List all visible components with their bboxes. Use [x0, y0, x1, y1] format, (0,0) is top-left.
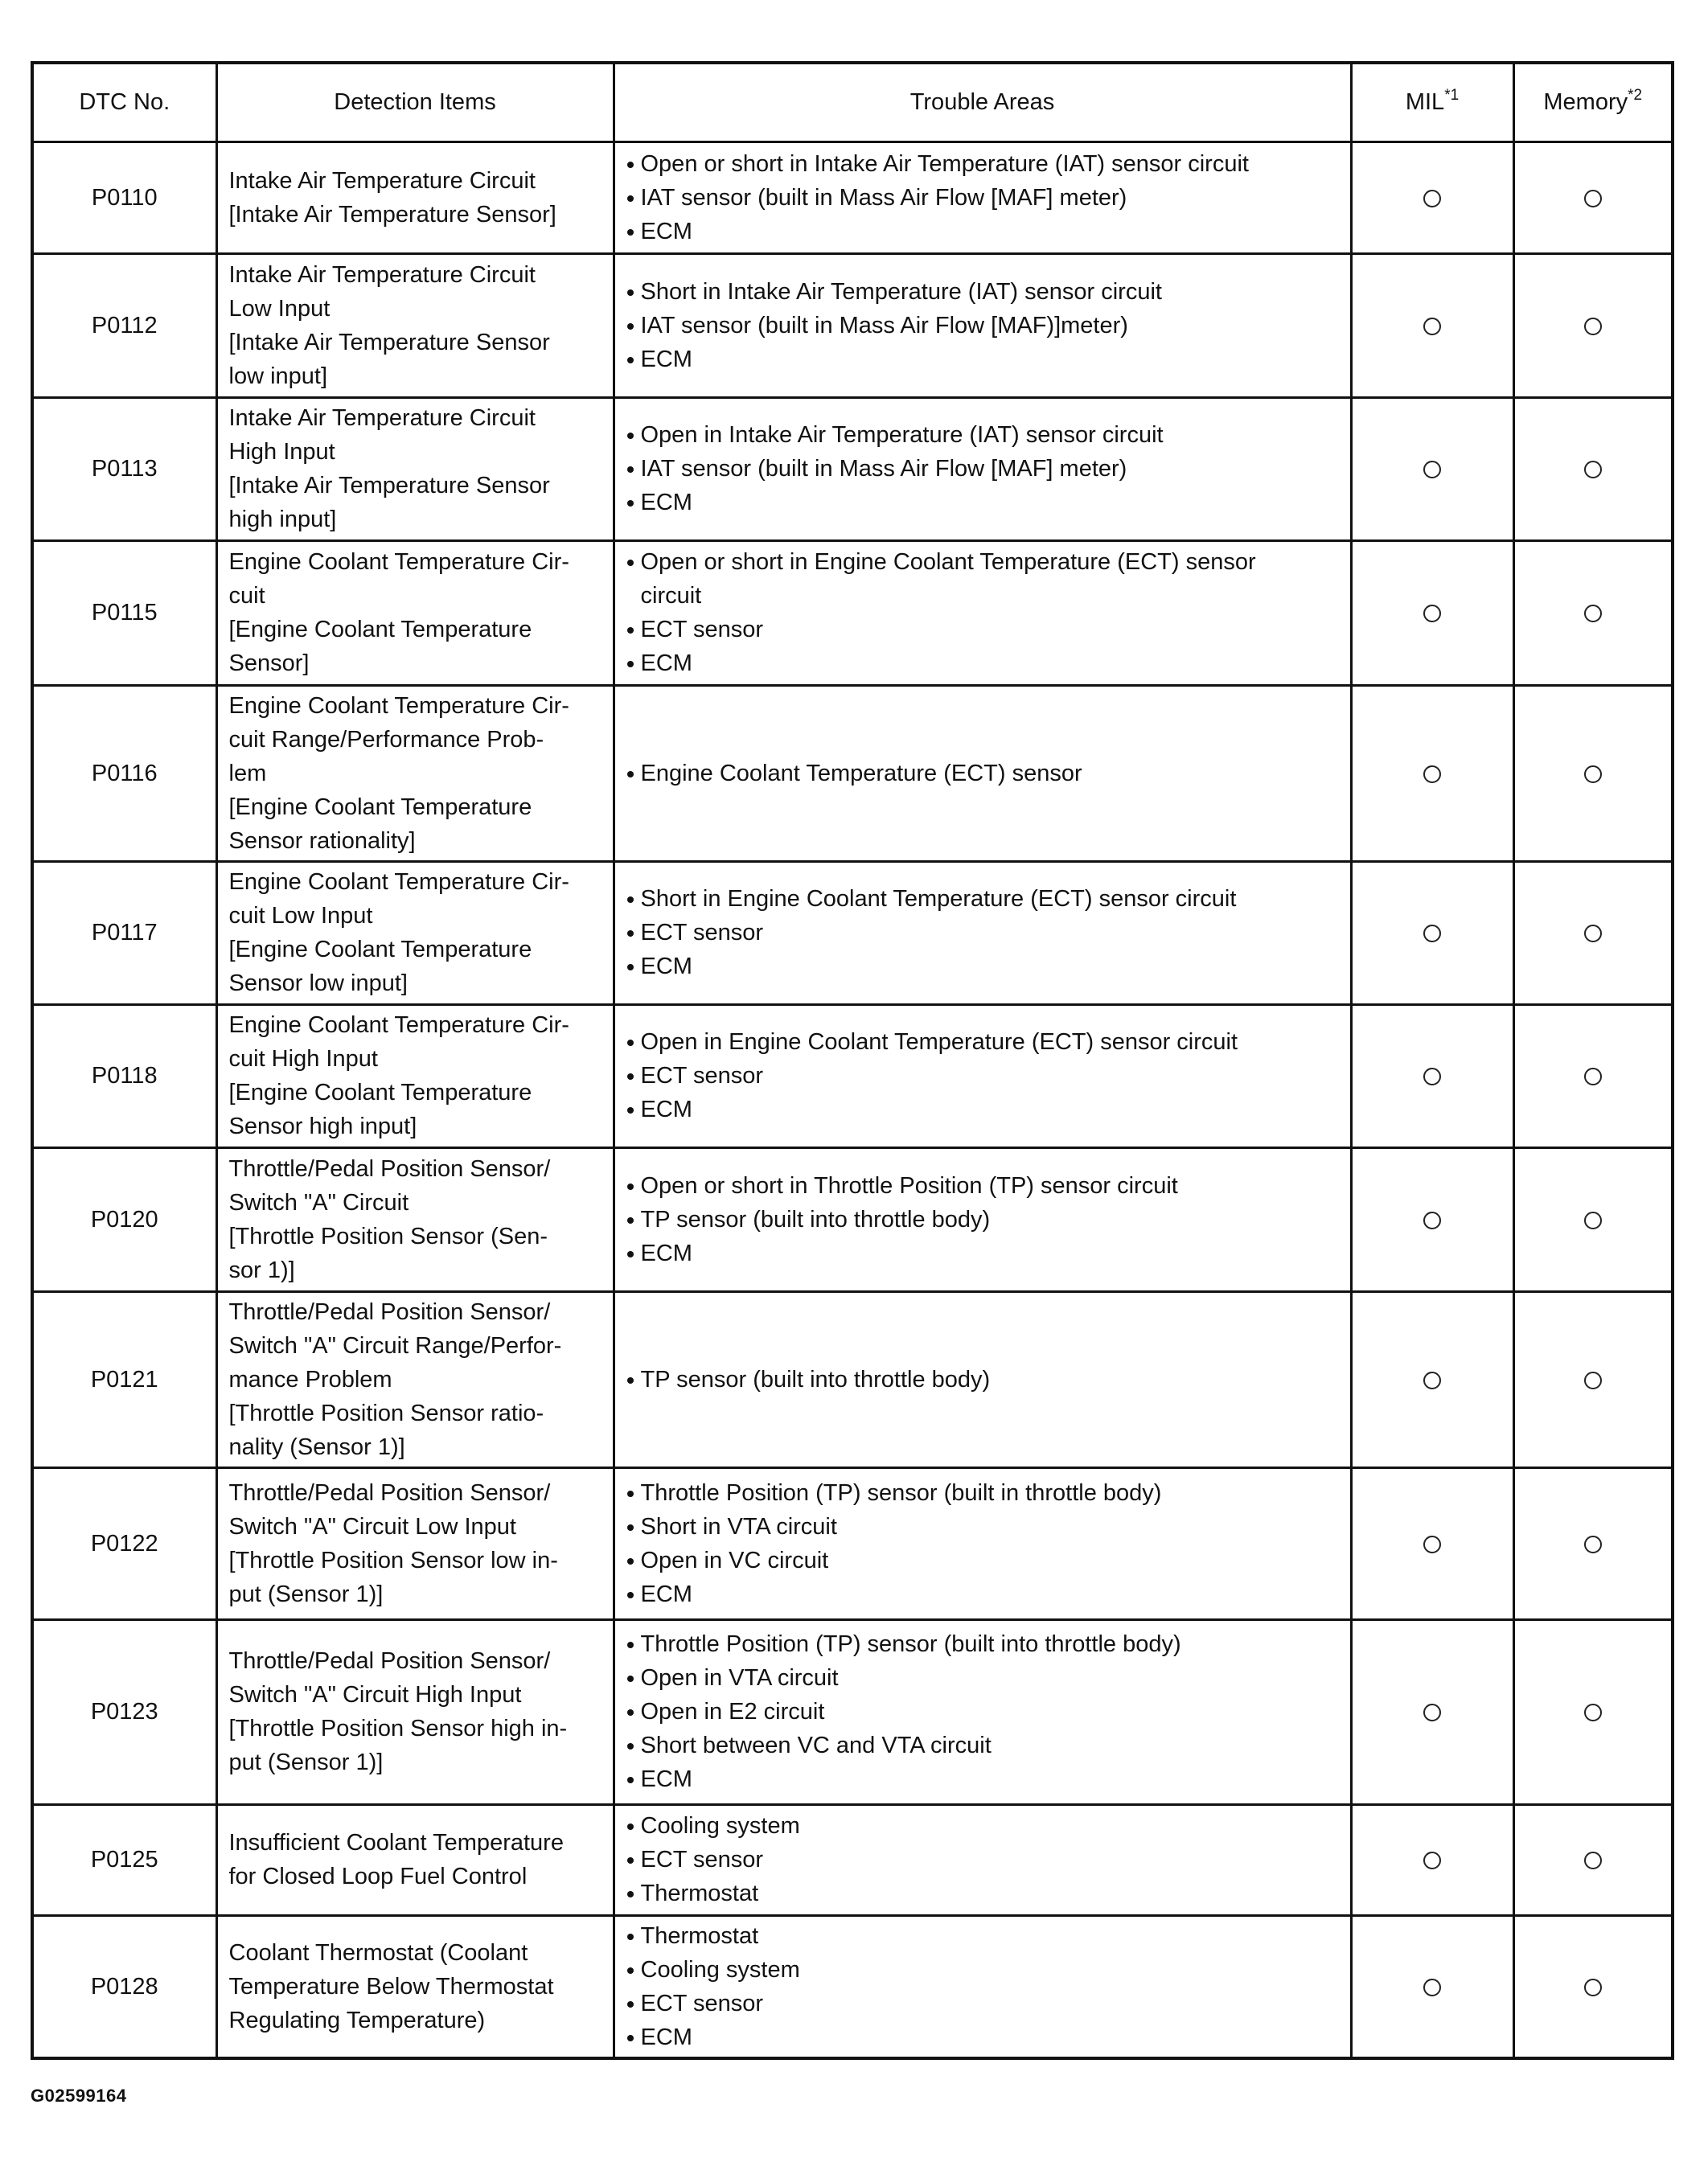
table-row: [32, 1004, 1673, 1147]
detection-line: [Intake Air Temperature Sensor: [228, 473, 550, 498]
circle-icon: [1423, 1068, 1441, 1085]
detection-line: Switch "A" Circuit Range/Perfor-: [228, 1332, 562, 1359]
table-row: [32, 1147, 1673, 1291]
circle-icon: [1584, 1852, 1602, 1869]
table-row: [32, 1467, 1673, 1619]
trouble-area-list: [625, 1627, 1342, 1796]
trouble-area-line: IAT sensor (built in Mass Air Flow [MAF)]meter): [640, 312, 1128, 338]
trouble-area-item: [625, 343, 1342, 376]
table-row: [32, 253, 1673, 397]
trouble-area-item: [625, 452, 1342, 486]
detection-line: [Throttle Position Sensor low in-: [228, 1547, 558, 1573]
circle-icon: [1584, 1536, 1602, 1553]
trouble-area-item: [625, 147, 1342, 181]
trouble-area-item: [625, 1729, 1342, 1762]
circle-icon: [1584, 190, 1602, 207]
trouble-area-list: [625, 1025, 1342, 1126]
detection-item: [216, 1467, 614, 1619]
figure-code: G02599164: [31, 2086, 127, 2106]
detection-line: [Engine Coolant Temperature: [228, 794, 532, 820]
trouble-area-line: Thermostat: [640, 1881, 759, 1906]
circle-icon: [1423, 925, 1441, 942]
detection-line: low input]: [228, 363, 328, 389]
trouble-area-line: ECT sensor: [640, 1847, 764, 1873]
mil-cell: [1351, 1804, 1513, 1915]
table-row: [32, 861, 1673, 1004]
mil-cell: [1351, 397, 1513, 540]
trouble-area-line: ECM: [640, 2024, 692, 2050]
trouble-area-line: ECT sensor: [640, 617, 764, 642]
circle-icon: [1584, 765, 1602, 783]
trouble-areas: [614, 1915, 1351, 2058]
dtc-code: P0125: [32, 1804, 216, 1915]
detection-item: [216, 1291, 614, 1467]
detection-line: nality (Sensor 1)]: [228, 1434, 405, 1460]
trouble-area-line: TP sensor (built into throttle body): [640, 1206, 991, 1233]
detection-line: Regulating Temperature): [228, 2007, 486, 2033]
trouble-area-line: ECM: [640, 218, 692, 244]
trouble-area-item: [625, 916, 1342, 950]
memory-cell: [1513, 1619, 1673, 1804]
trouble-area-list: [625, 882, 1342, 983]
dtc-code: P0118: [32, 1004, 216, 1147]
detection-line: mance Problem: [228, 1366, 392, 1393]
detection-line: High Input: [228, 439, 335, 465]
trouble-area-list: [625, 1809, 1342, 1910]
trouble-area-item: [625, 757, 1342, 790]
trouble-area-line: TP sensor (built into throttle body): [640, 1366, 991, 1393]
detection-line: Sensor low input]: [228, 970, 408, 996]
table-row: [32, 1915, 1673, 2058]
memory-cell: [1513, 397, 1673, 540]
trouble-area-item: [625, 613, 1342, 646]
detection-line: [Intake Air Temperature Sensor: [228, 329, 550, 355]
trouble-area-item: [625, 275, 1342, 309]
memory-cell: [1513, 253, 1673, 397]
mil-cell: [1351, 1004, 1513, 1147]
trouble-area-line: Open in VTA circuit: [640, 1665, 839, 1691]
detection-line: [Throttle Position Sensor high in-: [228, 1716, 568, 1741]
detection-line: Sensor]: [228, 650, 310, 676]
trouble-area-item: [625, 2020, 1342, 2054]
memory-cell: [1513, 685, 1673, 861]
memory-cell: [1513, 1915, 1673, 2058]
trouble-area-line: Thermostat: [640, 1922, 759, 1949]
detection-item: [216, 685, 614, 861]
table-row: [32, 142, 1673, 253]
trouble-area-item: [625, 882, 1342, 916]
trouble-area-list: [625, 757, 1342, 790]
dtc-code: P0115: [32, 540, 216, 685]
trouble-area-line: Open in VC circuit: [640, 1547, 829, 1573]
memory-cell: [1513, 1467, 1673, 1619]
circle-icon: [1423, 1704, 1441, 1721]
trouble-area-line: Throttle Position (TP) sensor (built in throttle body): [640, 1479, 1162, 1506]
trouble-area-line: Short between VC and VTA circuit: [640, 1733, 992, 1758]
circle-icon: [1423, 1536, 1441, 1553]
detection-item: [216, 861, 614, 1004]
circle-icon: [1423, 1979, 1441, 1996]
mil-cell: [1351, 540, 1513, 685]
detection-item: [216, 142, 614, 253]
header-detection-items-label: Detection Items: [334, 89, 496, 116]
memory-cell: [1513, 1291, 1673, 1467]
detection-line: Throttle/Pedal Position Sensor/: [228, 1155, 551, 1182]
trouble-area-list: [625, 1919, 1342, 2054]
mil-footnote-marker: *1: [1444, 86, 1460, 104]
header-detection-items: [216, 63, 614, 142]
trouble-area-list: [625, 418, 1342, 519]
detection-line: Sensor rationality]: [228, 827, 416, 854]
table-row: [32, 685, 1673, 861]
trouble-area-item: [625, 1919, 1342, 1953]
trouble-area-line: circuit: [640, 583, 702, 609]
trouble-area-item: [625, 1762, 1342, 1796]
detection-line: [Engine Coolant Temperature: [228, 937, 532, 962]
trouble-area-line: ECM: [640, 650, 692, 676]
trouble-area-line: ECT sensor: [640, 920, 764, 946]
detection-line: [Engine Coolant Temperature: [228, 1080, 532, 1106]
trouble-areas: [614, 1147, 1351, 1291]
circle-icon: [1423, 1212, 1441, 1229]
trouble-areas: [614, 1291, 1351, 1467]
dtc-code: P0123: [32, 1619, 216, 1804]
circle-icon: [1584, 461, 1602, 478]
memory-footnote-marker: *2: [1628, 86, 1643, 104]
detection-line: put (Sensor 1)]: [228, 1750, 384, 1775]
dtc-code: P0112: [32, 253, 216, 397]
trouble-areas: [614, 253, 1351, 397]
mil-cell: [1351, 1619, 1513, 1804]
dtc-code: P0110: [32, 142, 216, 253]
dtc-code: P0113: [32, 397, 216, 540]
trouble-area-item: [625, 486, 1342, 519]
detection-line: Sensor high input]: [228, 1114, 417, 1139]
detection-line: Switch "A" Circuit High Input: [228, 1682, 522, 1708]
trouble-area-item: [625, 1237, 1342, 1270]
trouble-area-item: [625, 1577, 1342, 1611]
circle-icon: [1584, 1068, 1602, 1085]
trouble-areas: [614, 397, 1351, 540]
mil-cell: [1351, 861, 1513, 1004]
trouble-area-line: IAT sensor (built in Mass Air Flow [MAF] meter): [640, 456, 1127, 482]
dtc-code: P0117: [32, 861, 216, 1004]
trouble-area-line: Short in Engine Coolant Temperature (ECT) sensor circuit: [640, 886, 1237, 912]
trouble-areas: [614, 1467, 1351, 1619]
header-trouble-areas: [614, 63, 1351, 142]
trouble-area-item: [625, 1059, 1342, 1093]
detection-item: [216, 1147, 614, 1291]
header-mil: [1351, 63, 1513, 142]
trouble-area-item: [625, 1169, 1342, 1203]
detection-line: Switch "A" Circuit Low Input: [228, 1513, 516, 1540]
trouble-area-line: ECM: [640, 1766, 692, 1792]
trouble-area-item: [625, 1627, 1342, 1661]
detection-item: [216, 1619, 614, 1804]
detection-line: Intake Air Temperature Circuit: [228, 167, 536, 194]
circle-icon: [1584, 1212, 1602, 1229]
header-trouble-areas-label: Trouble Areas: [909, 89, 1055, 116]
trouble-area-line: Open in E2 circuit: [640, 1699, 825, 1725]
trouble-area-list: [625, 147, 1342, 248]
trouble-area-item: [625, 309, 1342, 343]
header-row: [32, 63, 1673, 142]
trouble-area-item: [625, 646, 1342, 680]
table-row: [32, 1619, 1673, 1804]
trouble-area-item: [625, 418, 1342, 452]
mil-cell: [1351, 1147, 1513, 1291]
detection-item: [216, 253, 614, 397]
trouble-area-line: Open in Engine Coolant Temperature (ECT) sensor circuit: [640, 1029, 1238, 1055]
circle-icon: [1584, 1979, 1602, 1996]
trouble-area-line: Short in VTA circuit: [640, 1513, 837, 1540]
trouble-area-line: Short in Intake Air Temperature (IAT) sensor circuit: [640, 278, 1162, 305]
detection-line: cuit High Input: [228, 1046, 378, 1072]
trouble-area-line: ECM: [640, 954, 692, 979]
trouble-areas: [614, 1004, 1351, 1147]
detection-line: sor 1)]: [228, 1257, 295, 1283]
trouble-area-item: [625, 181, 1342, 215]
memory-cell: [1513, 861, 1673, 1004]
circle-icon: [1423, 605, 1441, 622]
trouble-areas: [614, 1619, 1351, 1804]
dtc-code: P0128: [32, 1915, 216, 2058]
circle-icon: [1584, 1372, 1602, 1389]
mil-cell: [1351, 685, 1513, 861]
detection-item: [216, 1804, 614, 1915]
detection-line: cuit Low Input: [228, 903, 373, 929]
trouble-areas: [614, 685, 1351, 861]
circle-icon: [1423, 1372, 1441, 1389]
trouble-area-item: [625, 1363, 1342, 1397]
table-row: [32, 1804, 1673, 1915]
trouble-area-item: [625, 1510, 1342, 1544]
trouble-area-line: ECM: [640, 1097, 692, 1122]
detection-line: Engine Coolant Temperature Cir-: [228, 549, 569, 575]
detection-line: cuit: [228, 583, 265, 609]
trouble-area-line: Engine Coolant Temperature (ECT) sensor: [640, 760, 1082, 786]
trouble-area-item: [625, 950, 1342, 983]
trouble-areas: [614, 861, 1351, 1004]
detection-item: [216, 540, 614, 685]
trouble-area-item: [625, 1877, 1342, 1910]
header-memory: [1513, 63, 1673, 142]
detection-line: [Intake Air Temperature Sensor]: [228, 201, 556, 228]
circle-icon: [1423, 461, 1441, 478]
trouble-area-item: [625, 1953, 1342, 1987]
trouble-area-item: [625, 1809, 1342, 1843]
trouble-area-item: [625, 1661, 1342, 1695]
trouble-area-line: ECT sensor: [640, 1063, 764, 1089]
table-row: [32, 540, 1673, 685]
trouble-area-item: [625, 1695, 1342, 1729]
detection-line: put (Sensor 1)]: [228, 1581, 384, 1607]
trouble-area-item: [625, 1203, 1342, 1237]
trouble-area-item: [625, 545, 1342, 613]
detection-item: [216, 1915, 614, 2058]
memory-cell: [1513, 142, 1673, 253]
dtc-table-body: [32, 142, 1673, 2058]
mil-cell: [1351, 253, 1513, 397]
trouble-area-item: [625, 1476, 1342, 1510]
header-dtc-no-label: DTC No.: [79, 89, 170, 116]
trouble-area-list: [625, 1169, 1342, 1270]
dtc-code: P0122: [32, 1467, 216, 1619]
dtc-code: P0120: [32, 1147, 216, 1291]
trouble-area-line: Open or short in Engine Coolant Temperature (ECT) sensor: [640, 549, 1256, 575]
trouble-area-line: ECM: [640, 346, 692, 372]
detection-line: for Closed Loop Fuel Control: [228, 1864, 528, 1889]
trouble-area-item: [625, 1843, 1342, 1877]
trouble-area-line: Cooling system: [640, 1956, 800, 1983]
detection-line: Engine Coolant Temperature Cir-: [228, 692, 569, 719]
detection-line: Intake Air Temperature Circuit: [228, 261, 536, 288]
table-row: [32, 397, 1673, 540]
memory-cell: [1513, 1804, 1673, 1915]
circle-icon: [1584, 605, 1602, 622]
detection-line: Throttle/Pedal Position Sensor/: [228, 1479, 551, 1506]
dtc-code: P0121: [32, 1291, 216, 1467]
trouble-area-line: Cooling system: [640, 1813, 800, 1839]
trouble-area-line: ECM: [640, 1581, 692, 1607]
circle-icon: [1584, 318, 1602, 335]
header-memory-label: Memory: [1543, 89, 1628, 116]
detection-line: Intake Air Temperature Circuit: [228, 405, 536, 431]
detection-line: cuit Range/Performance Prob-: [228, 726, 544, 753]
circle-icon: [1423, 190, 1441, 207]
trouble-areas: [614, 540, 1351, 685]
circle-icon: [1584, 1704, 1602, 1721]
mil-cell: [1351, 1915, 1513, 2058]
detection-line: Engine Coolant Temperature Cir-: [228, 869, 569, 895]
trouble-area-line: Open in Intake Air Temperature (IAT) sensor circuit: [640, 422, 1164, 448]
memory-cell: [1513, 540, 1673, 685]
trouble-area-line: IAT sensor (built in Mass Air Flow [MAF] meter): [640, 184, 1127, 211]
circle-icon: [1423, 318, 1441, 335]
trouble-area-line: ECM: [640, 490, 692, 515]
memory-cell: [1513, 1004, 1673, 1147]
trouble-area-line: Throttle Position (TP) sensor (built into throttle body): [640, 1631, 1181, 1657]
trouble-area-line: Open or short in Intake Air Temperature (IAT) sensor circuit: [640, 150, 1249, 177]
table-row: [32, 1291, 1673, 1467]
mil-cell: [1351, 1291, 1513, 1467]
circle-icon: [1423, 1852, 1441, 1869]
memory-cell: [1513, 1147, 1673, 1291]
trouble-area-list: [625, 275, 1342, 376]
detection-item: [216, 1004, 614, 1147]
trouble-area-item: [625, 1025, 1342, 1059]
trouble-areas: [614, 1804, 1351, 1915]
detection-line: Engine Coolant Temperature Cir-: [228, 1012, 569, 1038]
detection-line: Low Input: [228, 295, 331, 322]
trouble-area-item: [625, 1987, 1342, 2020]
detection-line: Insufficient Coolant Temperature: [228, 1830, 564, 1856]
dtc-code: P0116: [32, 685, 216, 861]
dtc-table: [31, 61, 1674, 2060]
detection-line: [Engine Coolant Temperature: [228, 617, 532, 642]
trouble-area-list: [625, 1476, 1342, 1611]
detection-line: Throttle/Pedal Position Sensor/: [228, 1648, 551, 1674]
detection-line: Switch "A" Circuit: [228, 1189, 409, 1216]
trouble-area-item: [625, 1093, 1342, 1126]
trouble-area-item: [625, 215, 1342, 248]
detection-line: Throttle/Pedal Position Sensor/: [228, 1298, 551, 1325]
detection-item: [216, 397, 614, 540]
detection-line: Coolant Thermostat (Coolant: [228, 1939, 528, 1966]
detection-line: high input]: [228, 507, 337, 532]
detection-line: [Throttle Position Sensor (Sen-: [228, 1223, 548, 1249]
detection-line: lem: [228, 760, 267, 786]
mil-cell: [1351, 1467, 1513, 1619]
header-mil-label: MIL: [1405, 89, 1445, 116]
trouble-area-line: Open or short in Throttle Position (TP) sensor circuit: [640, 1172, 1178, 1199]
trouble-area-list: [625, 1363, 1342, 1397]
detection-line: Temperature Below Thermostat: [228, 1973, 554, 2000]
circle-icon: [1584, 925, 1602, 942]
trouble-area-item: [625, 1544, 1342, 1577]
trouble-area-line: ECT sensor: [640, 1990, 764, 2016]
trouble-area-list: [625, 545, 1342, 680]
mil-cell: [1351, 142, 1513, 253]
trouble-areas: [614, 142, 1351, 253]
header-dtc-no: [32, 63, 216, 142]
trouble-area-line: ECM: [640, 1240, 692, 1266]
detection-line: [Throttle Position Sensor ratio-: [228, 1400, 544, 1426]
circle-icon: [1423, 765, 1441, 783]
